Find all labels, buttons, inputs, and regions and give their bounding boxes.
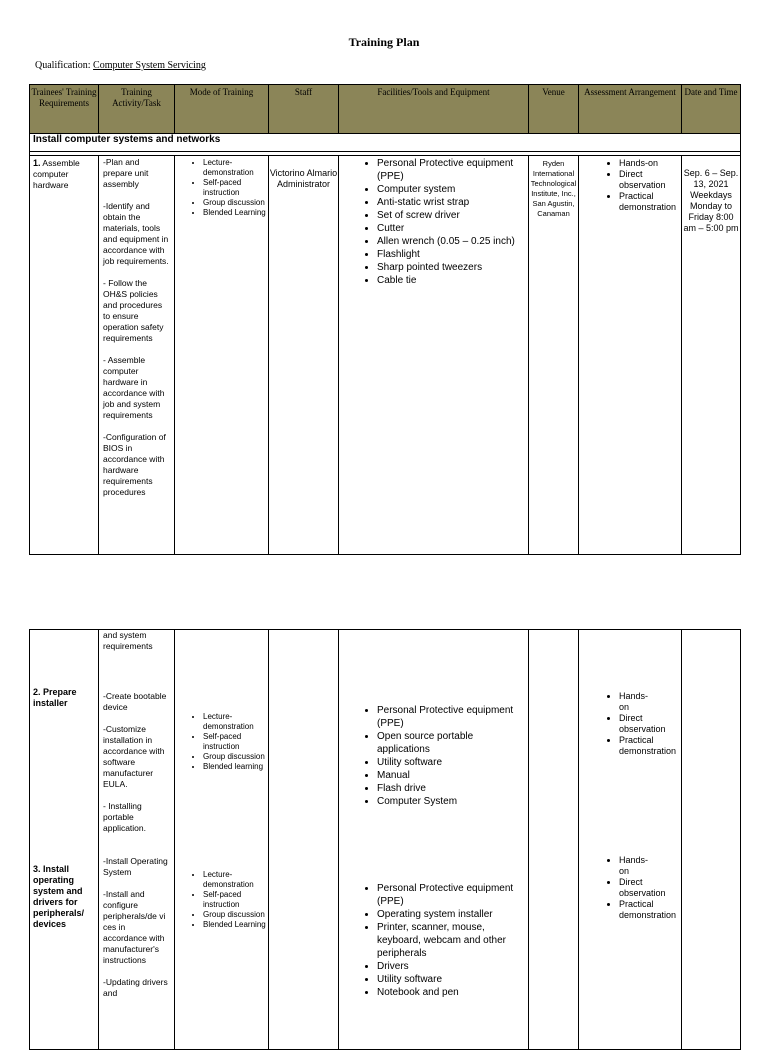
date-cell: Sep. 6 – Sep. 13, 2021 Weekdays Monday to Friday 8:00 am – 5:00 pm <box>682 156 741 555</box>
document-title: Training Plan <box>348 35 420 49</box>
header-cell: Date and Time <box>682 85 741 134</box>
equipment-cell: • Personal Protective equipment (PPE) • Open source portable applications • Utility software • Manual • Flash drive • Computer System • Personal Protective equipment (PPE) • Operating system installer • Printer, scanner, mouse, keyboard, webcam and other peripherals • Drivers • Utility software • Notebook and pen <box>339 630 529 1050</box>
training-plan-table-2 <box>29 629 741 1050</box>
header-cell: Staff <box>269 85 339 134</box>
requirement-cell: 2. Prepare installer 3. Install operating system and drivers for peripherals/ devices <box>30 630 99 1050</box>
assessment-cell: • Hands-on • Direct observation • Practical demonstration <box>579 156 682 555</box>
mode-cell: • Lecture-demonstration • Self-paced instruction • Group discussion • Blended Learning <box>175 156 269 555</box>
equipment-cell: • Personal Protective equipment (PPE) • Computer system • Anti-static wrist strap • Set of screw driver • Cutter • Allen wrench (0.05 – 0.25 inch) • Flashlight • Sharp pointed tweezers • Cable tie <box>339 156 529 555</box>
assessment-cell: • Hands-on • Direct observation • Practical demonstration • Hands-on • Direct observation • Practical demonstration <box>579 630 682 1050</box>
header-cell: Venue <box>529 85 579 134</box>
section-title: Install computer systems and networks <box>30 134 741 152</box>
header-cell: Assessment Arrangement <box>579 85 682 134</box>
requirement-cell: 1. Assemble computer hardware <box>30 156 99 555</box>
header-cell: Training Activity/Task <box>99 85 175 134</box>
header-row <box>30 85 741 134</box>
table-row <box>30 630 741 1050</box>
header-cell: Trainees' Training Requirements <box>30 85 99 134</box>
staff-cell: Victorino Almario Administrator <box>269 156 339 555</box>
qualification-label: Qualification: <box>35 60 94 71</box>
date-cell <box>682 630 741 1050</box>
staff-cell <box>269 630 339 1050</box>
mode-cell: • Lecture-demonstration • Self-paced instruction • Group discussion • Blended learning • Lecture-demonstration • Self-paced instruction • Group discussion • Blended Learning <box>175 630 269 1050</box>
training-plan-table-1 <box>29 84 741 555</box>
header-cell: Mode of Training <box>175 85 269 134</box>
activity-cell: and system requirements -Create bootable device -Customize installation in accordance with software manufacturer EULA. - Installing portable application. -Install Operating System -Install and configure peripherals/de vi ces in accordance with manufacturer's instructions -Updating drivers and <box>99 630 175 1050</box>
header-cell: Facilities/Tools and Equipment <box>339 85 529 134</box>
venue-cell <box>529 630 579 1050</box>
qualification-value: Computer System Servicing <box>93 60 206 71</box>
section-row <box>30 134 741 152</box>
qualification-line <box>35 60 206 71</box>
table-row <box>30 156 741 555</box>
activity-cell: -Plan and prepare unit assembly -Identify and obtain the materials, tools and equipment in accordance with job requirements. - Follow the OH&S policies and procedures to ensure operation safety requirements - Assemble computer hardware in accordance with job and system requirements -Configuration of BIOS in accordance with hardware requirements procedures <box>99 156 175 555</box>
venue-cell: Ryden International Technological Institute, Inc., San Agustin, Canaman <box>529 156 579 555</box>
